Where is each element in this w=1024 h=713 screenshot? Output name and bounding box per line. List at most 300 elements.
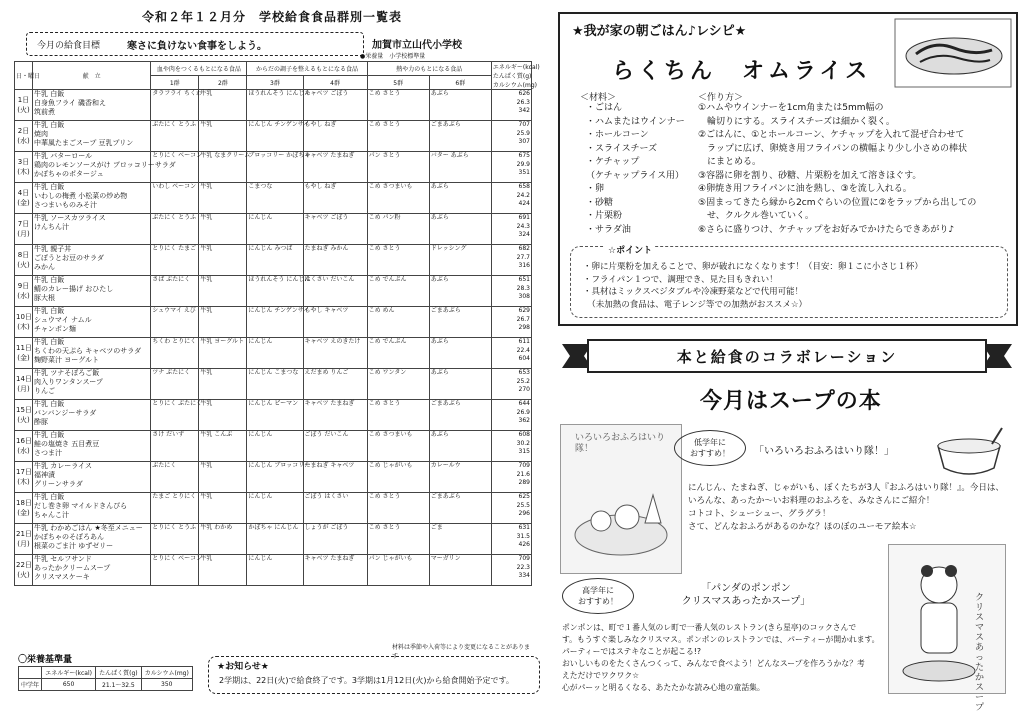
nutrition-cell-line: 426 [518,541,530,548]
day-cell-line: (木) [17,478,30,486]
group3-cell [247,524,303,555]
std-head-protein: たんぱく質(g) [96,667,141,679]
day-cell-line: (金) [17,509,30,517]
dish-cell-line: 肉入りワンタンスープ [34,378,103,386]
group6-cell-line: ごま [430,524,443,531]
nutrition-cell [491,555,531,586]
book2-cover [888,544,1006,713]
dish-cell-line: 白身魚フライ 磯香和え [34,99,107,107]
step-item: ⑤固まってきたら縁から2cmぐらいの位置に②をラップから出しての [698,197,977,208]
step-item: ②ごはんに、①とホールコーン、ケチャップを入れて混ぜ合わせて [698,130,965,140]
group3-cell-line: かぼちゃ にんじん [248,524,299,531]
col-g1: 1群 [151,76,199,90]
day-cell-line: (月) [17,230,30,238]
group5-cell [367,183,429,214]
day-cell-line: (木) [17,323,30,331]
group1-cell-line: とりにく ぶたにく [152,400,203,407]
group5-cell-line: こめ さとう [368,121,401,128]
group2-cell-line: 牛乳 こんぶ [200,431,233,438]
day-cell-line: 22日 [16,561,32,569]
dish-cell-line: けんちん汁 [34,223,70,231]
dish-cell [33,400,151,431]
day-cell-line: (木) [17,168,30,176]
group3-cell-line: にんじん [248,493,273,500]
group2-cell [199,400,247,431]
col-nutr [491,62,540,90]
group3-cell [247,90,311,121]
materials-title: ＜材料＞ [580,93,617,103]
dish-cell-line: ごぼうとお豆のサラダ [34,254,104,262]
group2-cell [199,462,247,493]
group1-cell-line: たまご とりにく [152,493,197,500]
group1-cell [151,338,199,369]
materials-list [586,102,685,237]
group2-cell [199,183,247,214]
dish-cell-line: 牛乳 白飯 [34,493,65,501]
dish-cell [33,90,151,121]
book2-recommend-tag: 高学年に おすすめ！ [562,578,634,614]
step-item: にまとめる。 [698,157,762,167]
group5-cell-line: こめ さとう [368,245,401,252]
day-cell [15,524,33,555]
dish-cell-line: 牛乳 わかめごはん ★冬至メニュー [34,524,143,532]
dish-cell-line: 牛乳 ツナそぼろご飯 [34,369,100,377]
day-cell [15,555,33,586]
month-theme-title: 今月はスープの本 [700,388,882,414]
table-row [15,493,532,524]
group5-cell [367,338,429,369]
group1-cell [151,462,199,493]
table-row [15,431,532,462]
page-title: 令和２年１２月分 学校給食食品群別一覧表 [141,10,402,24]
table-row [15,369,532,400]
nutrition-cell [491,121,531,152]
recipe-box [558,12,1018,326]
group6-cell-line: カレールウ [430,462,461,469]
group3-cell [247,400,303,431]
day-cell-line: (火) [17,416,30,424]
group1-cell [151,183,199,214]
day-cell-line: 18日 [16,499,32,507]
group1-cell [151,121,199,152]
recipe-heading: ★我が家の朝ごはん♪レシピ★ [572,24,747,39]
group2-cell-line: 牛乳 [200,493,213,500]
group3-cell [247,276,311,307]
table-row [15,245,532,276]
group5-cell [367,245,429,276]
day-cell-line: 8日 [17,251,30,259]
book1-desc-line: いろんな、あったか～いお料理のおふろを、みなさんにご紹介！ [688,496,935,506]
group5-cell [367,369,429,400]
book2-desc-line: ポンポンは、町で１番人気のレ町で一番人気のレストラン(きら星亭)のコックさんで [562,623,857,632]
std-calcium: 350 [141,679,192,691]
group2-cell-line: 牛乳 [200,369,213,376]
dish-cell-line: 酢豚 [34,418,49,426]
nutrition-cell-line: 296 [518,510,530,517]
dish-cell-line: かぼちゃのポタージュ [34,170,104,178]
footnote: 材料は季節や入荷等により変更になることがあります [392,644,531,660]
group4-cell-line: もやし ねぎ [304,183,337,190]
group2-cell-line: 牛乳 [200,400,213,407]
book2-title: 「パンダのポンポン クリスマスあったかスープ」 [681,583,811,607]
group4-cell [303,121,367,152]
group4-cell [303,276,367,307]
book1-title: 「いろいろおふろはいり隊！」 [754,446,894,457]
group6-cell [429,462,491,493]
book2-desc-line: パーティーではステキなことが起こる!? [562,647,702,656]
dish-cell-line: バンバンジーサラダ [34,409,97,417]
material-item: ・ハムまたはウインナー [586,116,685,127]
step-item: ①ハムやウインナーを1cm角または5mm幅の [698,103,884,113]
group3-cell [247,555,303,586]
dish-cell-line: りんご [34,387,56,395]
material-item: ・卵 [586,184,605,194]
group3-cell-line: にんじん [248,214,273,221]
group4-cell-line: えだまめ りんご [304,369,349,376]
std-head-energy: エネルギー(kcal) [41,667,95,679]
dish-cell-line: クリスマスケーキ [34,573,90,581]
group6-cell-line: バター あぶら [430,152,469,159]
nutrition-cell [491,462,531,493]
day-cell-line: (月) [17,385,30,393]
nutrition-cell [491,183,531,214]
nutrition-cell-line: 658 [518,183,530,190]
group1-cell [151,493,199,524]
col-g2: 2群 [199,76,247,90]
group2-cell [199,338,247,369]
group3-cell-line: にんじん こまつな [248,369,299,376]
col-group-b: からだの調子を整えるもとになる食品 [247,62,367,76]
group6-cell [429,245,491,276]
dish-cell-line: 中華風たまごスープ 豆乳プリン [34,139,134,147]
nutrition-cell-line: 611 [518,338,530,345]
panda-chef-icon [889,545,1005,693]
nutrition-cell-line: 644 [518,400,530,407]
nutrition-cell-line: 308 [518,293,530,300]
nutrition-cell-line: 25.9 [516,129,530,137]
table-row [15,462,532,493]
nutrition-cell-line: 25.5 [516,501,530,509]
group1-cell-line: とりにく ベーコン [152,555,203,562]
material-item: （ケチャップライス用） [586,170,685,181]
day-cell [15,338,33,369]
dish-cell-line: 鯖のカレー揚げ おひたし [34,285,114,293]
group3-cell [247,462,311,493]
steps-title: ＜作り方＞ [698,93,744,103]
group5-cell-line: パン さとう [368,152,401,159]
group5-cell [367,493,429,524]
banner-text: 本と給食のコラボレーション [676,347,898,366]
notice-title: ★お知らせ★ [217,662,269,672]
group3-cell [247,152,311,183]
dish-cell-line: 鮭の塩焼き 五目煮豆 [34,440,100,448]
nutrition-cell [491,493,531,524]
material-item: ・スライスチーズ [586,143,658,154]
group5-cell-line: こめ さとう [368,493,401,500]
nutr-calcium-head: カルシウム(mg) [492,82,537,89]
day-cell [15,400,33,431]
group2-cell-line: 牛乳 ヨーグルト [200,338,245,345]
group2-cell [199,90,247,121]
group5-cell-line: こめ さとう [368,524,401,531]
day-cell-line: 14日 [16,375,32,383]
nutrition-cell-line: 30.2 [516,439,530,447]
nutrition-cell-line: 298 [518,324,530,331]
group4-cell [303,90,367,121]
dish-cell [33,121,151,152]
group2-cell-line: 牛乳 [200,555,213,562]
group1-cell-line: ぶたにく [152,462,177,469]
dish-cell-line: 牛乳 白飯 [34,338,65,346]
group6-cell [429,369,491,400]
day-cell [15,214,33,245]
group5-cell-line: こめ じゃがいも [368,462,413,469]
book2-desc-line: おいしいものをたくさんつくって、みんなで食べよう！どんなスープを作ろうかな？考 [562,659,865,668]
day-cell-line: 9日 [17,282,30,290]
dish-cell-line: 焼肉 [34,130,49,138]
col-g6: 6群 [429,76,491,90]
day-cell [15,462,33,493]
std-label: 中学年 [19,679,42,691]
day-cell-line: 21日 [16,530,32,538]
group4-cell-line: キャベツ たまねぎ [304,555,355,562]
group3-cell-line: こまつな [248,183,273,190]
group6-cell [429,121,491,152]
day-cell-line: 4日 [17,189,30,197]
dish-cell-line: ちゃんこ汁 [34,511,70,519]
group6-cell-line: ごまあぶら [430,307,461,314]
nutrition-cell-line: 289 [518,479,530,486]
day-cell [15,245,33,276]
dish-cell [33,338,151,369]
group3-cell-line: にんじん チンゲンサイ [248,307,310,314]
dish-cell-line: だし巻き卵 マイルドきんぴら [34,502,128,510]
day-cell-line: 11日 [16,344,32,352]
standard-title: 〇栄養基準量 [18,655,73,665]
dish-cell-line: ちくわの天ぷら キャベツのサラダ [34,347,142,355]
menu-table [14,61,540,586]
col-menu: 献 立 [33,62,151,90]
group3-cell-line: にんじん みつば [248,245,293,252]
step-item: ⑥さらに盛りつけ、ケチャップをお好みでかけたらできあがり♪ [698,224,955,235]
day-cell-line: (金) [17,199,30,207]
group5-cell-line: こめ さとう [368,90,401,97]
day-cell-line: (金) [17,354,30,362]
day-cell-line: 15日 [16,406,32,414]
std-head-calcium: カルシウム(mg) [141,667,192,679]
nutrition-cell-line: 651 [518,276,530,283]
table-row [15,214,532,245]
day-cell-line: 17日 [16,468,32,476]
group2-cell [199,555,247,586]
dish-cell [33,183,151,214]
group3-cell-line: ほうれんそう にんじん [248,90,311,97]
nutrition-cell [491,90,531,121]
monthly-goal-box [26,32,364,56]
dish-cell [33,369,151,400]
group6-cell [429,276,491,307]
material-item: ・砂糖 [586,197,614,208]
dish-cell-line: 牛乳 白飯 [34,276,65,284]
group4-cell-line: たまねぎ キャベツ [304,462,355,469]
book2-desc-line: 心がパーッと明るくなる、あたたかな読み心地の童話集。 [562,683,765,692]
day-cell-line: 1日 [17,96,30,104]
table-row [15,555,532,586]
group3-cell-line: にんじん ブロッコリー [248,462,311,469]
nutrition-cell-line: 675 [518,152,530,159]
group1-cell [151,555,203,586]
dish-cell-line: 牛乳 バターロール [34,152,93,160]
group5-cell-line: こめ めん [368,307,395,314]
nutrition-cell-line: 24.3 [516,222,530,230]
group2-cell [199,524,247,555]
group4-cell [303,183,367,214]
nutrition-cell-line: 625 [518,493,530,500]
group2-cell-line: 牛乳 [200,90,213,97]
material-item: ・片栗粉 [586,211,623,221]
dish-cell [33,462,151,493]
dish-cell-line: 牛乳 白飯 [34,431,65,439]
table-row [15,338,532,369]
nutrition-cell-line: 22.3 [516,563,530,571]
book2-cover-title: クリスマスあったかスープ [975,593,985,713]
nutrition-cell-line: 26.7 [516,315,530,323]
dish-cell-line: あったかクリームスープ [34,564,111,572]
group1-cell-line: ツナ ぶたにく [152,369,191,376]
material-item: ・ごはん [586,103,623,113]
group5-cell-line: こめ さつまいも [368,183,413,190]
group3-cell [247,121,310,152]
group6-cell [429,152,491,183]
point-box [570,246,1008,318]
dish-cell [33,276,151,307]
nutrition-cell-line: 653 [518,369,530,376]
group3-cell [247,493,303,524]
step-item: ③容器に卵を割り、砂糖、片栗粉を加えて溶きほぐす。 [698,170,922,181]
menu-body [15,90,532,586]
point-title: ☆ポイント [605,243,655,256]
group4-cell [303,462,367,493]
day-cell [15,493,33,524]
nutrition-cell-line: 691 [518,214,530,221]
nutrition-cell [491,307,531,338]
dish-cell-line: 牛乳 白飯 [34,400,65,408]
group6-cell-line: ごまあぶら [430,493,461,500]
dish-cell-line: 根菜のごま汁 ゆずゼリー [34,542,114,550]
group1-cell-line: シュウマイ えび [152,307,196,314]
nutrition-cell-line: 21.6 [516,470,530,478]
group3-cell [247,431,303,462]
group6-cell [429,493,491,524]
group4-cell-line: キャベツ ごぼう [304,90,349,97]
group1-cell-line: とりにく ベーコン [152,152,203,159]
nutrition-cell-line: 31.5 [516,532,530,540]
nutrition-cell-line: 629 [518,307,530,314]
book1-desc-line: さて、どんなおふろがあるのかな？ほのぼのユーモア絵本☆ [688,522,917,532]
group5-cell [367,307,429,338]
nutrition-cell-line: 316 [518,262,530,269]
group5-cell-line: パン じゃがいも [368,555,413,562]
dish-cell-line: 牛乳 白飯 [34,121,65,129]
table-row [15,307,532,338]
dish-cell-line: 牛乳 白飯 [34,307,65,315]
step-item: せ、クルクル巻いていく。 [698,211,814,221]
group5-cell [367,90,429,121]
day-cell-line: (月) [17,540,30,548]
dish-cell-line: 牛乳 セルフサンド [34,555,92,563]
group6-cell-line: あぶら [430,276,449,283]
day-cell [15,152,33,183]
point-item: （未加熱の食品は、電子レンジ等での加熱がおススメ☆） [583,299,807,310]
group4-cell-line: しょうが ごぼう [304,524,349,531]
group6-cell-line: あぶら [430,183,449,190]
day-cell-line: 7日 [17,220,30,228]
group1-cell [151,276,199,307]
book2-desc-line: えただけでワクワク☆ [562,671,640,680]
dish-cell-line: 牛乳 カレーライス [34,462,92,470]
dish-cell-line: 牛乳 ソースカツライス [34,214,106,222]
group1-cell-line: タラフライ ちくわ [152,90,202,97]
group2-cell-line: 牛乳 [200,214,213,221]
omurice-illustration [894,18,1012,88]
group6-cell [429,307,491,338]
dish-cell [33,555,151,586]
nutrition-cell-line: 631 [518,524,530,531]
nutr-protein-head: たんぱく質(g) [492,73,532,80]
group6-cell [429,183,491,214]
nutrition-cell-line: 608 [518,431,530,438]
notice-text: 2学期は、22日(火)で給食終了です。3学期は1月12日(火)から給食開始予定です。 [219,676,514,685]
group4-cell-line: もやし キャベツ [304,307,349,314]
day-cell [15,431,33,462]
group4-cell-line: もやし ねぎ [304,121,337,128]
group1-cell [151,524,199,555]
col-group-c: 熱や力のもとになる食品 [367,62,491,76]
group2-cell [199,121,247,152]
dish-cell-line: 豚大根 [34,294,56,302]
goal-label: 今月の給食目標 [37,40,101,51]
book1-description [688,482,1008,534]
group4-cell [303,245,367,276]
group4-cell [303,152,367,183]
nutrition-cell [491,524,531,555]
group2-cell [199,369,247,400]
nutrition-cell-line: 29.9 [516,160,530,168]
group5-cell-line: こめ パン粉 [368,214,401,221]
table-row [15,90,532,121]
standard-table [18,666,193,691]
table-row [15,400,532,431]
group2-cell [199,493,247,524]
group1-cell [151,431,199,462]
group3-cell-line: にんじん [248,431,273,438]
recipe-name: らくちん オムライス [612,58,872,84]
group4-cell [303,431,367,462]
group3-cell-line: にんじん [248,338,273,345]
group1-cell [151,307,199,338]
group5-cell-line: こめ さとう [368,400,401,407]
group2-cell [199,307,247,338]
nutrition-cell-line: 342 [518,107,530,114]
group4-cell-line: たまねぎ みかん [304,245,349,252]
group4-cell-line: キャベツ たまねぎ [304,152,355,159]
material-item: ・ホールコーン [586,130,649,140]
group4-cell [303,307,367,338]
group6-cell-line: マーガリン [430,555,461,562]
material-item: ・ケチャップ [586,157,640,167]
nutrition-cell-line: 709 [518,462,530,469]
dish-cell-line: かぼちゃのそぼろあん [34,533,105,541]
